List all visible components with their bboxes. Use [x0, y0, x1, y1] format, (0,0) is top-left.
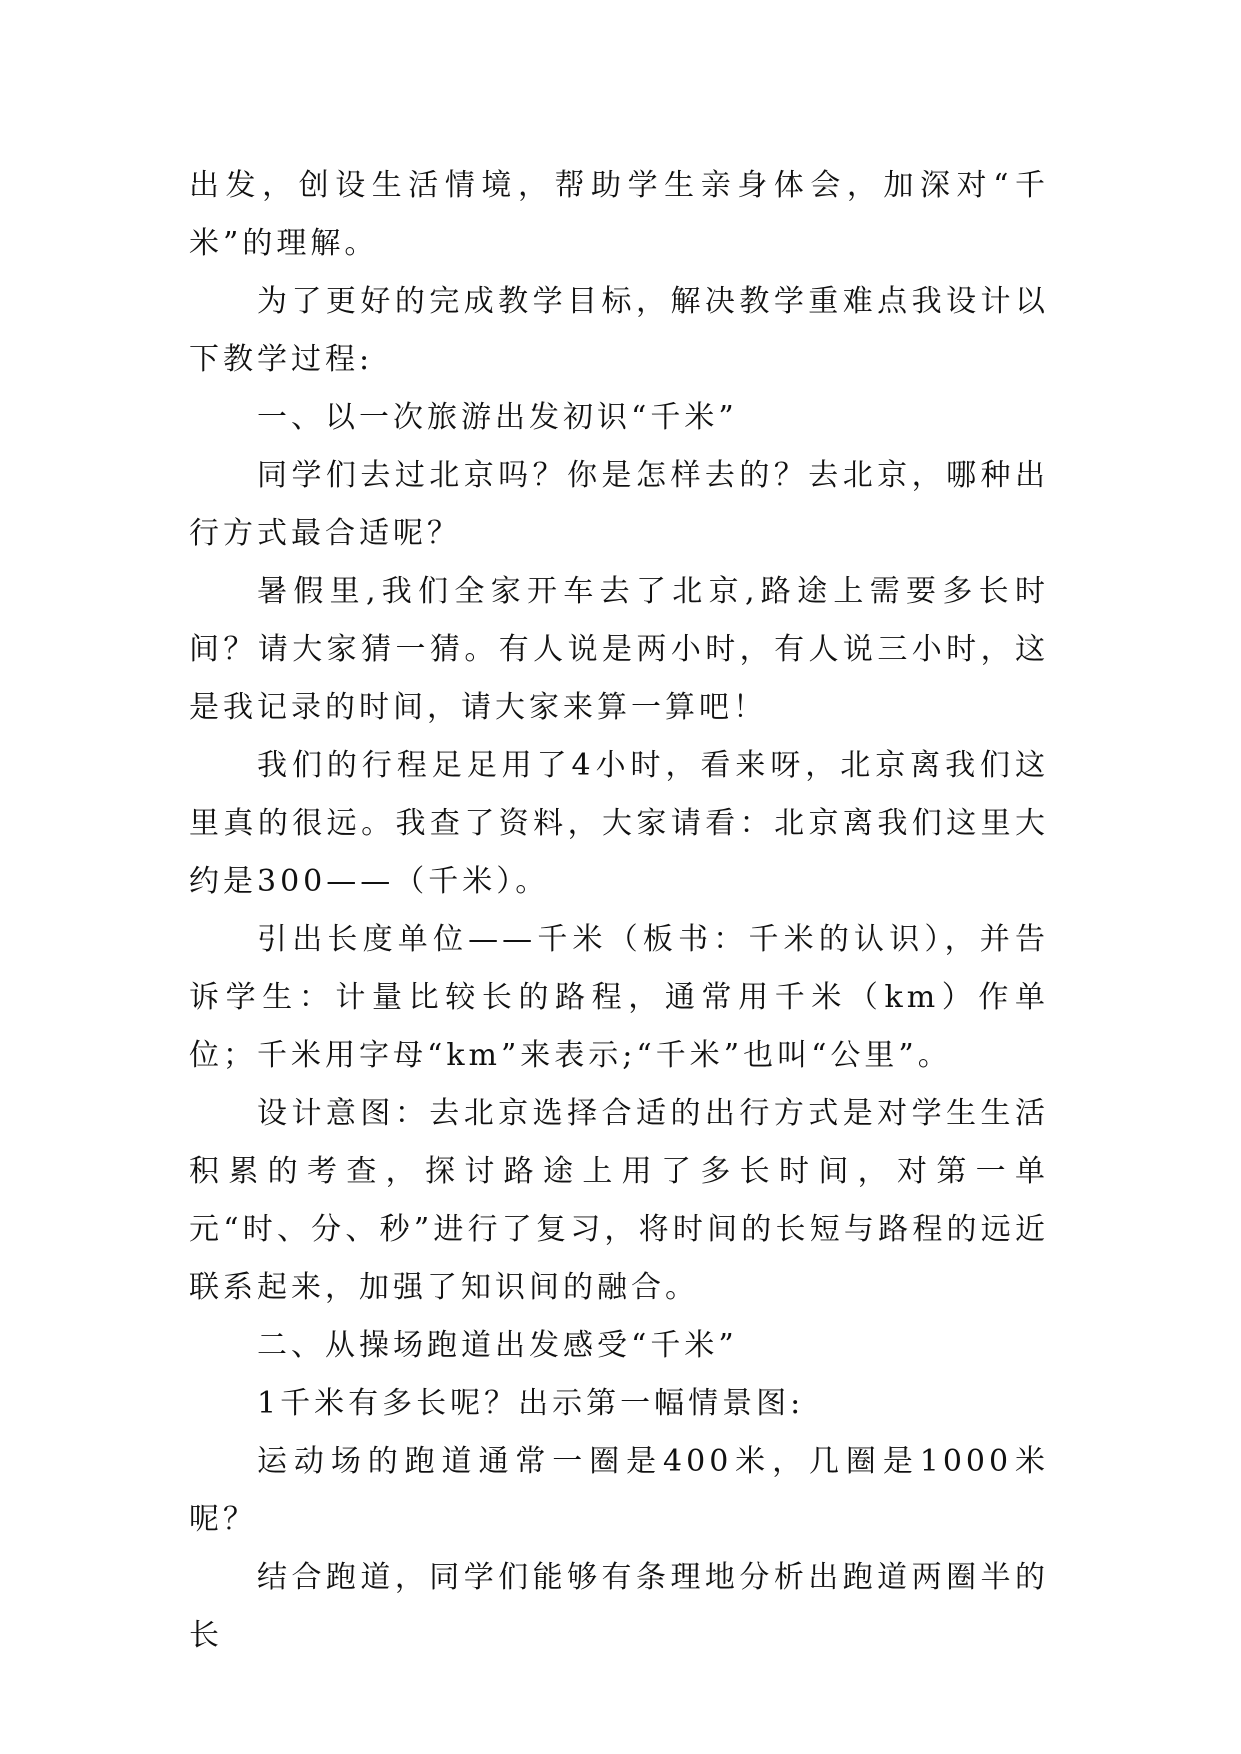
- paragraph-track-analysis: 结合跑道，同学们能够有条理地分析出跑道两圈半的长: [189, 1560, 1049, 1653]
- paragraph-summer-trip: 暑假里,我们全家开车去了北京,路途上需要多长时间？请大家猜一猜。有人说是两小时，有人说三小时，这是我记录的时间，请大家来算一算吧！: [189, 574, 1049, 725]
- section-heading-1: 一、以一次旅游出发初识“千米”: [257, 400, 738, 435]
- paragraph-teaching-process-intro: 为了更好的完成教学目标，解决教学重难点我设计以下教学过程:: [189, 284, 1049, 377]
- document-body: [189, 157, 1049, 1665]
- paragraph-scene-image: 1千米有多长呢？出示第一幅情景图:: [257, 1386, 805, 1421]
- paragraph-continuation: 出发，创设生活情境，帮助学生亲身体会，加深对“千米”的理解。: [189, 168, 1049, 261]
- paragraph-unit-introduction: 引出长度单位——千米（板书：千米的认识），并告诉学生：计量比较长的路程，通常用千米（km）作单位；千米用字母“km”来表示;“千米”也叫“公里”。: [189, 922, 1049, 1073]
- paragraph-track-laps: 运动场的跑道通常一圈是400米，几圈是1000米呢？: [189, 1444, 1049, 1537]
- paragraph-design-intent: 设计意图：去北京选择合适的出行方式是对学生生活积累的考查，探讨路途上用了多长时间，对第一单元“时、分、秒”进行了复习，将时间的长短与路程的远近联系起来，加强了知识间的融合。: [189, 1096, 1049, 1305]
- paragraph-distance: 我们的行程足足用了4小时，看来呀，北京离我们这里真的很远。我查了资料，大家请看：北京离我们这里大约是300——（千米）。: [189, 748, 1049, 899]
- section-heading-2: 二、从操场跑道出发感受“千米”: [257, 1328, 738, 1363]
- paragraph-question-beijing: 同学们去过北京吗？你是怎样去的？去北京，哪种出行方式最合适呢？: [189, 458, 1049, 551]
